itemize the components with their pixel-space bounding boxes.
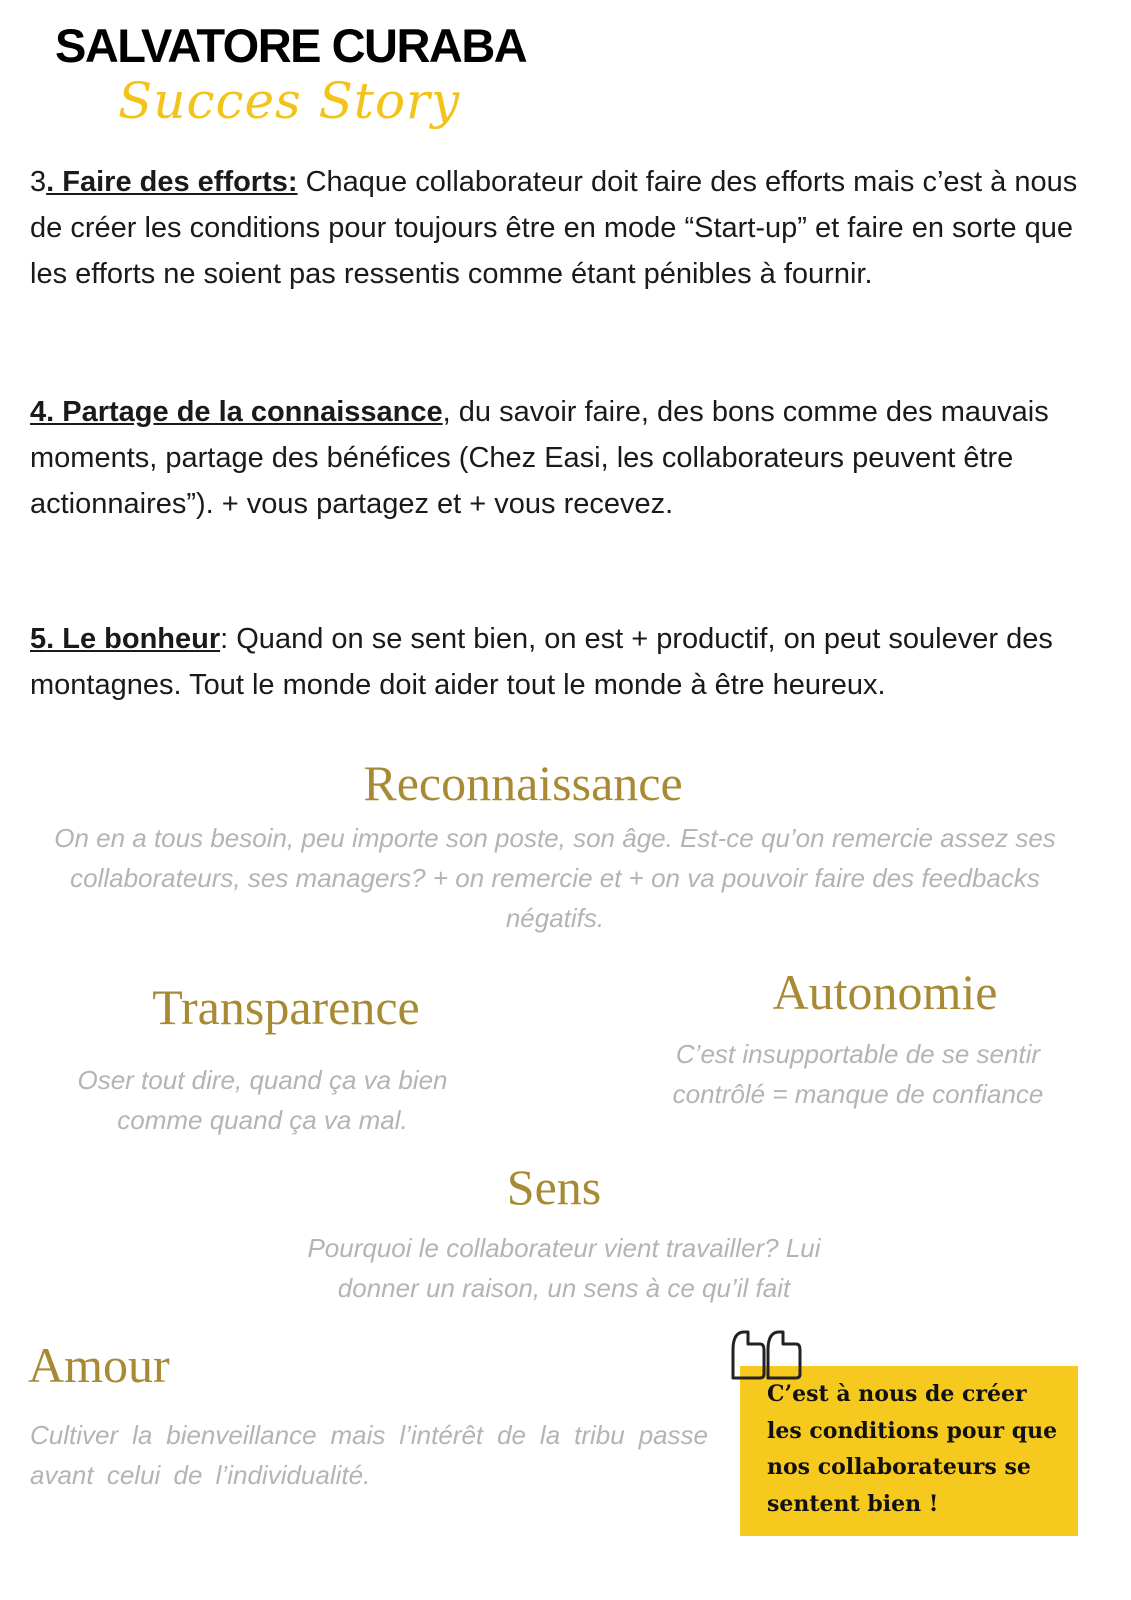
- point-4: [30, 389, 1105, 527]
- amour-text: Cultiver la bienveillance mais l’intérêt de la tribu passe avant celui de l’individualité.: [30, 1420, 708, 1490]
- point-title: . Partage de la connaissance: [46, 396, 443, 428]
- sens-heading: Sens: [506, 1159, 602, 1215]
- point-number: 5: [30, 623, 47, 655]
- transparence-heading: Transparence: [152, 979, 420, 1035]
- point-title: . Faire des efforts:: [46, 166, 298, 198]
- point-title: . Le bonheur: [46, 623, 221, 655]
- autonomie-heading: Autonomie: [772, 964, 998, 1020]
- page-subtitle: Succes Story: [118, 72, 461, 130]
- point-3: [30, 159, 1105, 297]
- autonomie-text: C’est insupportable de se sentir contrôlé = manque de confiance: [672, 1039, 1044, 1109]
- point-text: , du savoir faire, des bons comme des mauvais moments, partage des bénéfices (Chez Easi, les collaborateurs peuvent être actionnaires”). + vous partagez et + vous recevez.: [30, 396, 1049, 520]
- sens-text: Pourquoi le collaborateur vient travailler? Lui donner un raison, un sens à ce qu’il fait: [307, 1233, 821, 1303]
- point-number: 3: [30, 166, 47, 198]
- page-title: SALVATORE CURABA: [55, 19, 527, 72]
- quote-text: C’est à nous de créer les conditions pour que nos collaborateurs se sentent bien !: [767, 1381, 1058, 1517]
- reconnaissance-text: On en a tous besoin, peu importe son poste, son âge. Est-ce qu’on remercie assez ses collaborateurs, ses managers? + on remercie et + on va pouvoir faire des feedbacks négatifs.: [54, 823, 1056, 933]
- point-5: [30, 616, 1105, 708]
- amour-heading: Amour: [28, 1337, 170, 1393]
- point-number: 4: [30, 396, 47, 428]
- point-text: : Quand on se sent bien, on est + productif, on peut soulever des montagnes. Tout le monde doit aider tout le monde à être heureux.: [30, 623, 1053, 701]
- point-text: Chaque collaborateur doit faire des efforts mais c’est à nous de créer les conditions pour toujours être en mode “Start-up” et faire en sorte que les efforts ne soient pas ressentis comme étant pénibles à fournir.: [30, 166, 1078, 290]
- reconnaissance-heading: Reconnaissance: [363, 755, 683, 811]
- transparence-text: Oser tout dire, quand ça va bien comme quand ça va mal.: [77, 1065, 448, 1135]
